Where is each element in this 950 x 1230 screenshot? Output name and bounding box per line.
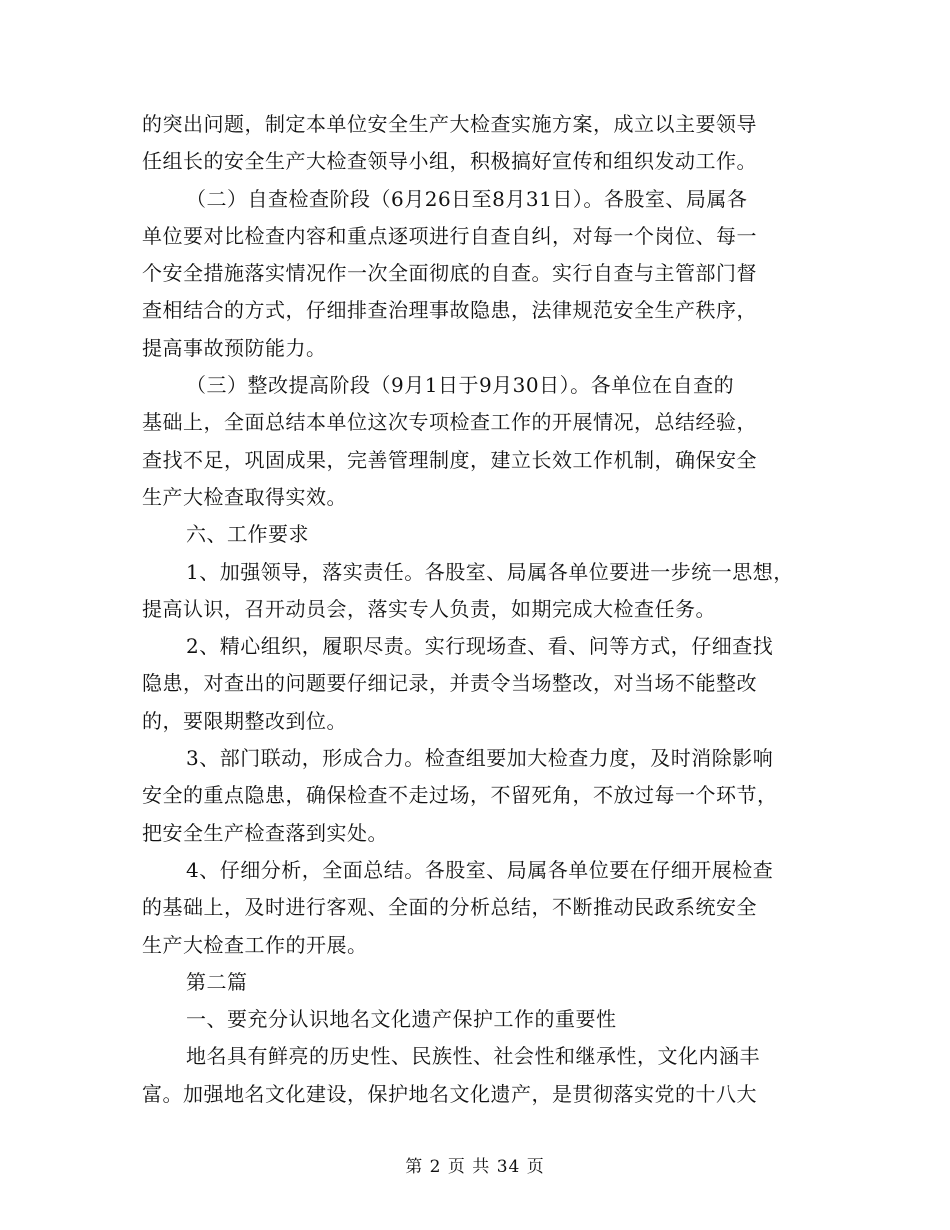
- text-line: 单位要对比检查内容和重点逐项进行自查自纠，对每一个岗位、每一: [142, 223, 757, 248]
- text-line: （二）自查检查阶段（6月26日至8月31日）。各股室、局属各: [186, 186, 748, 211]
- text-line: 的突出问题，制定本单位安全生产大检查实施方案，成立以主要领导: [142, 112, 757, 136]
- text-line: 的，要限期整改到位。: [142, 708, 347, 733]
- text-line: 基础上，全面总结本单位这次专项检查工作的开展情况，总结经验，: [142, 410, 757, 435]
- text-line: （三）整改提高阶段（9月1日于9月30日）。各单位在自查的: [186, 373, 735, 398]
- text-line: 3、部门联动，形成合力。检查组要加大检查力度，及时消除影响: [186, 746, 774, 771]
- text-line: 个安全措施落实情况作一次全面彻底的自查。实行自查与主管部门督: [142, 261, 757, 286]
- text-line: 把安全生产检查落到实处。: [142, 820, 388, 845]
- text-line: 的基础上，及时进行客观、全面的分析总结，不断推动民政系统安全: [142, 895, 757, 920]
- text-line: 地名具有鲜亮的历史性、民族性、社会性和继承性，文化内涵丰: [186, 1044, 760, 1069]
- text-line: 安全的重点隐患，确保检查不走过场，不留死角，不放过每一个环节，: [142, 783, 778, 808]
- document-body: [142, 106, 822, 1113]
- text-line: 任组长的安全生产大检查领导小组，积极搞好宣传和组织发动工作。: [142, 149, 757, 174]
- page-number-footer: 第 2 页 共 34 页: [405, 1157, 545, 1177]
- text-line: 2、精心组织，履职尽责。实行现场查、看、问等方式，仔细查找: [186, 634, 774, 659]
- text-line: 一、要充分认识地名文化遗产保护工作的重要性: [186, 1007, 617, 1032]
- text-line: 4、仔细分析，全面总结。各股室、局属各单位要在仔细开展检查: [186, 857, 774, 882]
- text-line: 六、工作要求: [186, 522, 309, 547]
- text-line: 提高事故预防能力。: [142, 335, 327, 360]
- text-line: 生产大检查取得实效。: [142, 484, 347, 509]
- text-line: 生产大检查工作的开展。: [142, 932, 368, 957]
- text-line: 隐患，对查出的问题要仔细记录，并责令当场整改，对当场不能整改: [142, 671, 757, 696]
- text-line: 提高认识，召开动员会，落实专人负责，如期完成大检查任务。: [142, 596, 716, 621]
- text-line: 1、加强领导，落实责任。各股室、局属各单位要进一步统一思想，: [186, 559, 794, 584]
- text-line: 查找不足，巩固成果，完善管理制度，建立长效工作机制，确保安全: [142, 447, 757, 472]
- text-line: 第二篇: [186, 969, 248, 994]
- text-line: 查相结合的方式，仔细排查治理事故隐患，法律规范安全生产秩序，: [142, 298, 757, 323]
- text-line: 富。加强地名文化建设，保护地名文化遗产，是贯彻落实党的十八大: [142, 1081, 757, 1106]
